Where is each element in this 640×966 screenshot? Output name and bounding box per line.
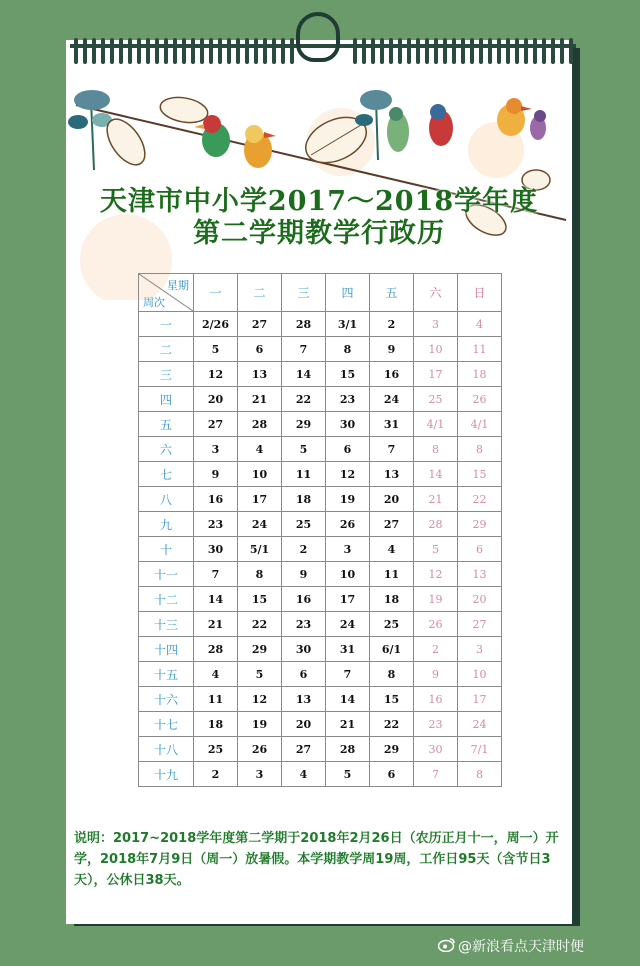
date-cell: 23 xyxy=(282,612,326,637)
binding-ring xyxy=(110,38,114,64)
date-cell: 12 xyxy=(194,362,238,387)
binding-ring xyxy=(362,38,366,64)
date-cell: 4 xyxy=(370,537,414,562)
date-cell: 3 xyxy=(238,762,282,787)
weekend-date-cell: 15 xyxy=(458,462,502,487)
tree-left-icon xyxy=(68,90,112,170)
binding-ring xyxy=(407,38,411,64)
date-cell: 9 xyxy=(194,462,238,487)
date-cell: 26 xyxy=(238,737,282,762)
weekend-date-cell: 8 xyxy=(414,437,458,462)
week-number-cell: 十七 xyxy=(139,712,194,737)
weekend-date-cell: 23 xyxy=(414,712,458,737)
bird-2-icon xyxy=(244,125,276,168)
date-cell: 22 xyxy=(238,612,282,637)
date-cell: 9 xyxy=(282,562,326,587)
week-row xyxy=(139,587,502,612)
week-row xyxy=(139,412,502,437)
week-row xyxy=(139,487,502,512)
date-cell: 6/1 xyxy=(370,637,414,662)
binding-ring xyxy=(497,38,501,64)
binding-ring xyxy=(416,38,420,64)
date-cell: 29 xyxy=(370,737,414,762)
week-row xyxy=(139,312,502,337)
date-cell: 6 xyxy=(282,662,326,687)
binding-ring xyxy=(281,38,285,64)
date-cell: 18 xyxy=(370,587,414,612)
weekend-date-cell: 4/1 xyxy=(414,412,458,437)
date-cell: 9 xyxy=(370,337,414,362)
date-cell: 5 xyxy=(238,662,282,687)
date-cell: 10 xyxy=(326,562,370,587)
corner-week-label: 周次 xyxy=(143,296,165,309)
date-cell: 16 xyxy=(370,362,414,387)
week-number-cell: 四 xyxy=(139,387,194,412)
weekend-date-cell: 29 xyxy=(458,512,502,537)
binding-ring xyxy=(524,38,528,64)
binding-ring xyxy=(83,38,87,64)
weekend-date-cell: 2 xyxy=(414,637,458,662)
date-cell: 21 xyxy=(238,387,282,412)
date-cell: 11 xyxy=(194,687,238,712)
date-cell: 21 xyxy=(326,712,370,737)
date-cell: 2/26 xyxy=(194,312,238,337)
date-cell: 19 xyxy=(326,487,370,512)
week-number-cell: 七 xyxy=(139,462,194,487)
week-row xyxy=(139,437,502,462)
date-cell: 2 xyxy=(370,312,414,337)
watermark-text: @新浪看点天津时便 xyxy=(458,939,584,955)
binding-ring xyxy=(74,38,78,64)
week-number-cell: 九 xyxy=(139,512,194,537)
date-cell: 30 xyxy=(282,637,326,662)
day-header-thu: 四 xyxy=(326,274,370,312)
binding-ring xyxy=(209,38,213,64)
date-cell: 18 xyxy=(282,487,326,512)
bird-4-icon xyxy=(429,104,453,146)
weekend-date-cell: 8 xyxy=(458,762,502,787)
binding-ring xyxy=(488,38,492,64)
date-cell: 3/1 xyxy=(326,312,370,337)
date-cell: 30 xyxy=(194,537,238,562)
date-cell: 4 xyxy=(238,437,282,462)
page-title-line1: 天津市中小学2017～2018学年度 xyxy=(99,186,539,217)
week-number-cell: 六 xyxy=(139,437,194,462)
week-row xyxy=(139,537,502,562)
date-cell: 16 xyxy=(194,487,238,512)
date-cell: 7 xyxy=(370,437,414,462)
note-label: 说明： xyxy=(74,831,114,846)
date-cell: 28 xyxy=(326,737,370,762)
week-row xyxy=(139,362,502,387)
binding-ring xyxy=(542,38,546,64)
date-cell: 7 xyxy=(282,337,326,362)
week-row xyxy=(139,387,502,412)
date-cell: 14 xyxy=(326,687,370,712)
date-cell: 19 xyxy=(238,712,282,737)
week-number-cell: 十 xyxy=(139,537,194,562)
date-cell: 22 xyxy=(370,712,414,737)
week-number-cell: 十三 xyxy=(139,612,194,637)
date-cell: 4 xyxy=(282,762,326,787)
date-cell: 15 xyxy=(370,687,414,712)
date-cell: 18 xyxy=(194,712,238,737)
week-number-cell: 一 xyxy=(139,312,194,337)
binding-ring xyxy=(245,38,249,64)
binding-ring xyxy=(254,38,258,64)
date-cell: 28 xyxy=(282,312,326,337)
week-number-cell: 二 xyxy=(139,337,194,362)
binding-ring xyxy=(137,38,141,64)
date-cell: 20 xyxy=(282,712,326,737)
week-row xyxy=(139,762,502,787)
binding-ring xyxy=(560,38,564,64)
date-cell: 24 xyxy=(326,612,370,637)
explanation-note xyxy=(74,828,564,891)
binding-ring xyxy=(452,38,456,64)
weibo-logo-icon xyxy=(438,937,456,952)
binding-ring xyxy=(461,38,465,64)
weekend-date-cell: 30 xyxy=(414,737,458,762)
date-cell: 12 xyxy=(326,462,370,487)
date-cell: 17 xyxy=(326,587,370,612)
day-header-sun: 日 xyxy=(458,274,502,312)
weekend-date-cell: 7/1 xyxy=(458,737,502,762)
binding-ring xyxy=(551,38,555,64)
binding-ring xyxy=(227,38,231,64)
date-cell: 6 xyxy=(326,437,370,462)
weekend-date-cell: 26 xyxy=(458,387,502,412)
date-cell: 27 xyxy=(194,412,238,437)
date-cell: 28 xyxy=(194,637,238,662)
date-cell: 27 xyxy=(238,312,282,337)
date-cell: 8 xyxy=(238,562,282,587)
date-cell: 28 xyxy=(238,412,282,437)
binding-ring xyxy=(533,38,537,64)
binding-ring xyxy=(389,38,393,64)
week-row xyxy=(139,512,502,537)
binding-ring xyxy=(290,38,294,64)
binding-ring xyxy=(236,38,240,64)
weekend-date-cell: 28 xyxy=(414,512,458,537)
week-number-cell: 十九 xyxy=(139,762,194,787)
weekend-date-cell: 27 xyxy=(458,612,502,637)
weekend-date-cell: 8 xyxy=(458,437,502,462)
day-header-sat: 六 xyxy=(414,274,458,312)
date-cell: 23 xyxy=(194,512,238,537)
binding-ring xyxy=(443,38,447,64)
date-cell: 7 xyxy=(194,562,238,587)
date-cell: 27 xyxy=(282,737,326,762)
date-cell: 24 xyxy=(238,512,282,537)
date-cell: 14 xyxy=(194,587,238,612)
bird-6-icon xyxy=(530,110,546,140)
day-header-fri: 五 xyxy=(370,274,414,312)
weekend-date-cell: 26 xyxy=(414,612,458,637)
date-cell: 6 xyxy=(238,337,282,362)
weekend-date-cell: 3 xyxy=(414,312,458,337)
week-row xyxy=(139,712,502,737)
date-cell: 16 xyxy=(282,587,326,612)
week-number-cell: 三 xyxy=(139,362,194,387)
date-cell: 11 xyxy=(282,462,326,487)
weekend-date-cell: 24 xyxy=(458,712,502,737)
week-number-cell: 十八 xyxy=(139,737,194,762)
week-row xyxy=(139,687,502,712)
week-row xyxy=(139,562,502,587)
weekend-date-cell: 20 xyxy=(458,587,502,612)
date-cell: 14 xyxy=(282,362,326,387)
date-cell: 13 xyxy=(238,362,282,387)
week-number-cell: 十四 xyxy=(139,637,194,662)
weekend-date-cell: 21 xyxy=(414,487,458,512)
week-number-cell: 十五 xyxy=(139,662,194,687)
weekend-date-cell: 17 xyxy=(458,687,502,712)
weekend-date-cell: 9 xyxy=(414,662,458,687)
date-cell: 13 xyxy=(370,462,414,487)
day-header-wed: 三 xyxy=(282,274,326,312)
date-cell: 20 xyxy=(194,387,238,412)
date-cell: 20 xyxy=(370,487,414,512)
weekend-date-cell: 11 xyxy=(458,337,502,362)
binding-ring xyxy=(398,38,402,64)
date-cell: 15 xyxy=(326,362,370,387)
weekend-date-cell: 12 xyxy=(414,562,458,587)
week-number-cell: 十二 xyxy=(139,587,194,612)
binding-ring xyxy=(272,38,276,64)
date-cell: 5 xyxy=(326,762,370,787)
binding-ring xyxy=(128,38,132,64)
date-cell: 24 xyxy=(370,387,414,412)
weekend-date-cell: 14 xyxy=(414,462,458,487)
week-row xyxy=(139,662,502,687)
date-cell: 21 xyxy=(194,612,238,637)
week-row xyxy=(139,462,502,487)
date-cell: 3 xyxy=(326,537,370,562)
binding-ring xyxy=(515,38,519,64)
date-cell: 3 xyxy=(194,437,238,462)
date-cell: 5 xyxy=(194,337,238,362)
corner-weekday-label: 星期 xyxy=(167,279,189,292)
binding-ring xyxy=(569,38,573,64)
date-cell: 11 xyxy=(370,562,414,587)
date-cell: 22 xyxy=(282,387,326,412)
calendar-hanger-icon xyxy=(296,12,340,62)
weekend-date-cell: 3 xyxy=(458,637,502,662)
date-cell: 29 xyxy=(282,412,326,437)
date-cell: 30 xyxy=(326,412,370,437)
binding-ring xyxy=(470,38,474,64)
date-cell: 15 xyxy=(238,587,282,612)
date-cell: 6 xyxy=(370,762,414,787)
weekend-date-cell: 16 xyxy=(414,687,458,712)
weekend-date-cell: 17 xyxy=(414,362,458,387)
date-cell: 7 xyxy=(326,662,370,687)
binding-ring xyxy=(263,38,267,64)
date-cell: 27 xyxy=(370,512,414,537)
week-number-cell: 八 xyxy=(139,487,194,512)
page-title-line2: 第二学期教学行政历 xyxy=(193,218,445,249)
week-row xyxy=(139,612,502,637)
binding-ring xyxy=(353,38,357,64)
date-cell: 31 xyxy=(370,412,414,437)
weekend-date-cell: 19 xyxy=(414,587,458,612)
binding-ring xyxy=(146,38,150,64)
binding-ring xyxy=(506,38,510,64)
binding-ring xyxy=(164,38,168,64)
weekend-date-cell: 13 xyxy=(458,562,502,587)
date-cell: 8 xyxy=(370,662,414,687)
date-cell: 25 xyxy=(194,737,238,762)
weekend-date-cell: 7 xyxy=(414,762,458,787)
week-number-cell: 五 xyxy=(139,412,194,437)
weekend-date-cell: 6 xyxy=(458,537,502,562)
binding-ring xyxy=(119,38,123,64)
bird-5-icon xyxy=(497,98,532,136)
binding-ring xyxy=(479,38,483,64)
binding-ring xyxy=(371,38,375,64)
date-cell: 26 xyxy=(326,512,370,537)
weekend-date-cell: 4 xyxy=(458,312,502,337)
week-row xyxy=(139,637,502,662)
week-number-cell: 十六 xyxy=(139,687,194,712)
weekend-date-cell: 22 xyxy=(458,487,502,512)
week-row xyxy=(139,737,502,762)
date-cell: 17 xyxy=(238,487,282,512)
binding-ring xyxy=(380,38,384,64)
date-cell: 8 xyxy=(326,337,370,362)
binding-ring xyxy=(191,38,195,64)
weekend-date-cell: 10 xyxy=(414,337,458,362)
date-cell: 25 xyxy=(370,612,414,637)
date-cell: 4 xyxy=(194,662,238,687)
binding-ring xyxy=(434,38,438,64)
week-row xyxy=(139,337,502,362)
binding-ring xyxy=(173,38,177,64)
weekend-date-cell: 5 xyxy=(414,537,458,562)
corner-cell xyxy=(139,274,194,312)
weekend-date-cell: 25 xyxy=(414,387,458,412)
date-cell: 25 xyxy=(282,512,326,537)
weekend-date-cell: 18 xyxy=(458,362,502,387)
binding-ring xyxy=(92,38,96,64)
header-row xyxy=(139,274,502,312)
date-cell: 2 xyxy=(194,762,238,787)
date-cell: 13 xyxy=(282,687,326,712)
date-cell: 5 xyxy=(282,437,326,462)
date-cell: 12 xyxy=(238,687,282,712)
date-cell: 31 xyxy=(326,637,370,662)
day-header-mon: 一 xyxy=(194,274,238,312)
weekend-date-cell: 4/1 xyxy=(458,412,502,437)
day-header-tue: 二 xyxy=(238,274,282,312)
binding-ring xyxy=(182,38,186,64)
note-text: 2017~2018学年度第二学期于2018年2月26日（农历正月十一，周一）开学，2018年7月9日（周一）放暑假。本学期教学周19周，工作日95天（含节日3天），公休日38天。 xyxy=(74,831,559,888)
date-cell: 10 xyxy=(238,462,282,487)
date-cell: 23 xyxy=(326,387,370,412)
weekend-date-cell: 10 xyxy=(458,662,502,687)
week-number-cell: 十一 xyxy=(139,562,194,587)
binding-ring xyxy=(218,38,222,64)
calendar-table xyxy=(138,273,502,787)
binding-ring xyxy=(425,38,429,64)
date-cell: 29 xyxy=(238,637,282,662)
bird-3-icon xyxy=(387,107,409,152)
binding-ring xyxy=(155,38,159,64)
binding-ring xyxy=(101,38,105,64)
date-cell: 2 xyxy=(282,537,326,562)
binding-ring xyxy=(200,38,204,64)
date-cell: 5/1 xyxy=(238,537,282,562)
